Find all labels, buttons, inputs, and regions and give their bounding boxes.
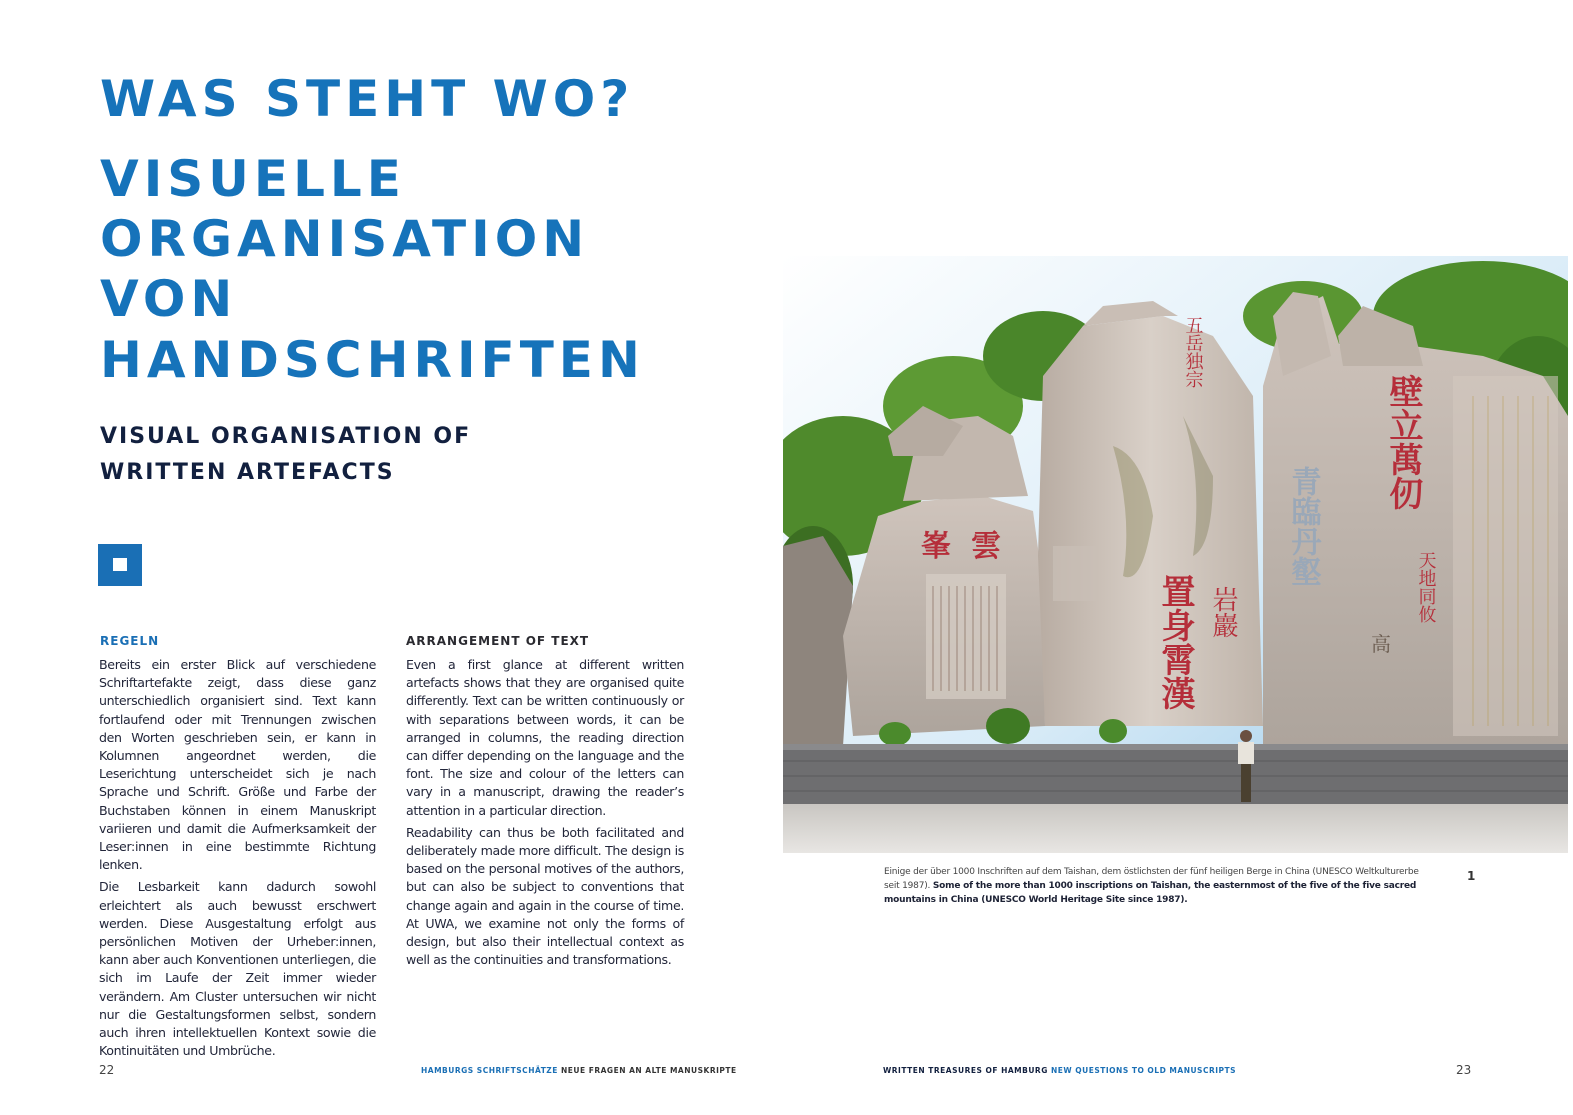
running-footer-right-rest: NEW QUESTIONS TO OLD MANUSCRIPTS [1047,1066,1237,1075]
english-subtitle [100,419,471,491]
german-paragraph-2: Die Lesbarkeit kann dadurch sowohl erleichtert als auch bewusst erschwert werden. Diese Ausgestaltung erfolgt aus persönlichen Motiven der Urheber:innen, kann aber auch Konventionen unterliegen, die sich im Laufe der Zeit immer wieder verändern. Am Cluster untersuchen wir nicht nur die Gestaltungsformen selbst, sondern auch ihren intellektuellen Kontext sowie die Kontinuitäten und Umbrüche. [99,879,376,1059]
subtitle-line-1: VISUAL ORGANISATION OF [100,424,472,449]
english-paragraph-2: Readability can thus be both facilitated and deliberately made more difficult. The design is based on the personal motives of the authors, but can also be subject to conventions that change again and again in the course of time. At UWA, we examine not only the forms of design, but also their intellectual context as well as the continuities and transformations. [406,824,684,968]
page-number-right: 23 [1456,1063,1472,1077]
inscription-d: 壁立萬仞 [1383,374,1423,510]
inscription-a: 雲 [971,529,1001,564]
inscription-c: 置身霄漢 [1155,574,1195,710]
running-footer-left [421,1066,737,1075]
english-text-column [406,656,684,973]
german-paragraph-1: Bereits ein erster Blick auf verschiedene Schriftartefakte zeigt, dass diese ganz unterschiedlich organisiert sind. Text kann fortlaufend oder mit Trennungen zwischen den Worten geschrieben sein, er kann in Kolumnen angeordnet werden, die Leserichtung unterscheidet sich je nach Sprache und Schrift. Größe und Farbe der Buchstaben können in einem Manuskript variieren und damit die Aufmerksamkeit der Leser:innen in eine bestimmte Richtung lenken. [99,657,376,873]
page-title-line-5: HANDSCHRIFTEN [100,331,645,389]
taishan-photo [783,256,1568,853]
inscription-h: 高 [1371,632,1391,656]
running-footer-left-accent: HAMBURGS SCHRIFTSCHÄTZE [421,1066,558,1075]
inscription-b: 峯 [921,529,951,564]
page-title-line-2: VISUELLE [100,150,406,208]
figure-number: 1 [1467,869,1476,883]
running-footer-right [883,1066,1236,1075]
inscription-e: 青臨丹壑 [1285,466,1321,586]
german-section-heading: REGELN [100,634,160,648]
running-footer-left-rest: NEUE FRAGEN AN ALTE MANUSKRIPTE [557,1066,737,1075]
inscription-f: 五岳独宗 [1182,316,1204,388]
page-title-line-1: WAS STEHT WO? [100,70,635,128]
english-section-heading: ARRANGEMENT OF TEXT [406,634,590,648]
inscription-i: 岩巖 [1208,586,1238,638]
subtitle-line-2: WRITTEN ARTEFACTS [100,460,395,485]
page-number-left: 22 [99,1063,115,1077]
german-text-column [99,656,376,1064]
inscription-g: 天地同攸 [1415,551,1437,623]
figure-caption [884,865,1429,907]
caption-german: Einige der über 1000 Inschriften auf dem Taishan, dem östlichsten der fünf heiligen Berge in China (UNESCO Weltkulturerbe seit 1987). [884,867,1419,891]
running-footer-right-accent: WRITTEN TREASURES OF HAMBURG [883,1066,1048,1075]
section-marker-icon [98,544,142,586]
page-title-line-4: VON [100,270,238,328]
caption-english: Some of the more than 1000 inscriptions on Taishan, the easternmost of the five of the five sacred mountains in China (UNESCO World Heritage Site since 1987). [884,881,1417,905]
page-title-line-3: ORGANISATION [100,210,590,268]
english-paragraph-1: Even a first glance at different written artefacts shows that they are organised quite differently. Text can be written continuously or with separations between words, it can be arranged in columns, the reading direction can differ depending on the language and the font. The size and colour of the letters can vary in a manuscript, drawing the reader’s attention in a particular direction. [406,657,684,818]
